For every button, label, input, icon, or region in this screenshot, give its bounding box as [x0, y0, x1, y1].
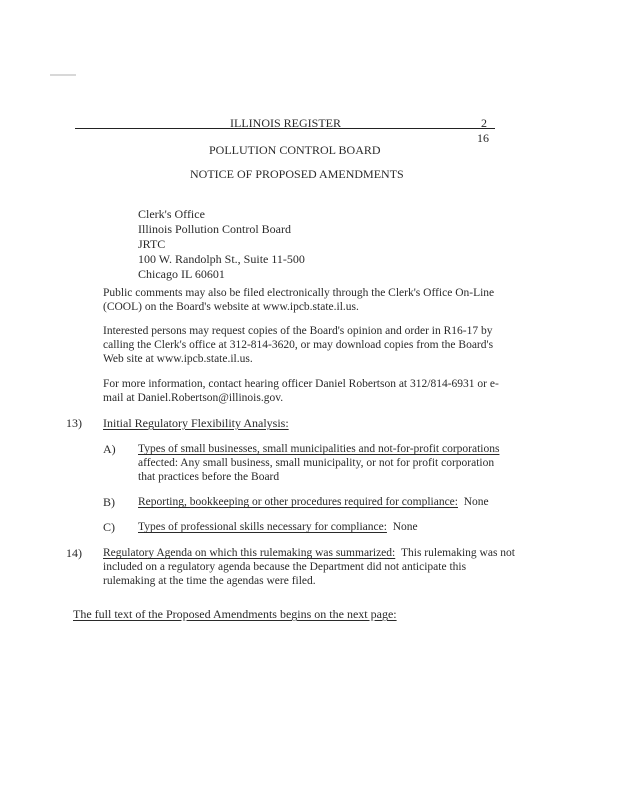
register-title: ILLINOIS REGISTER	[230, 116, 341, 130]
notice-title: NOTICE OF PROPOSED AMENDMENTS	[190, 167, 404, 181]
section-heading: Regulatory Agenda on which this rulemaking was summarized:	[103, 547, 396, 559]
item-value: None	[463, 496, 489, 508]
paragraph-line: Public comments may also be filed electronically through the Clerk's Office On-Line	[103, 287, 495, 299]
item-heading: Reporting, bookkeeping or other procedures required for compliance:	[138, 496, 458, 508]
item-label: A)	[103, 442, 116, 456]
section-line: included on a regulatory agenda because the Department did not anticipate this	[103, 561, 467, 573]
section-text: This rulemaking was not	[400, 547, 516, 559]
section-number: 13)	[66, 416, 82, 430]
item-heading: Types of small businesses, small municipalities and not-for-profit corporations	[138, 443, 500, 455]
item-text	[138, 520, 418, 534]
volume-number: 16	[477, 131, 489, 145]
address-line: Clerk's Office	[138, 207, 205, 221]
item-value: None	[392, 521, 418, 533]
paragraph-line: mail at Daniel.Robertson@illinois.gov.	[103, 392, 284, 404]
address-line: 100 W. Randolph St., Suite 11-500	[138, 252, 305, 266]
address-line: JRTC	[138, 237, 166, 251]
paragraph-line: Interested persons may request copies of the Board's opinion and order in R16-17 by	[103, 325, 493, 337]
address-line: Chicago IL 60601	[138, 267, 225, 281]
item-line: affected: Any small business, small municipality, or not for profit corporation	[138, 457, 495, 469]
item-line: that practices before the Board	[138, 471, 280, 483]
section-line: rulemaking at the time the agendas were filed.	[103, 575, 316, 587]
scan-mark	[50, 74, 76, 76]
header-rule	[75, 128, 495, 129]
paragraph-line: Web site at www.ipcb.state.il.us.	[103, 353, 253, 365]
item-label: B)	[103, 495, 115, 509]
paragraph-line: (COOL) on the Board's website at www.ipcb.state.il.us.	[103, 301, 359, 313]
section-first-line	[103, 546, 515, 560]
paragraph-line: For more information, contact hearing officer Daniel Robertson at 312/814-6931 or e-	[103, 378, 499, 390]
full-text-note: The full text of the Proposed Amendments begins on the next page:	[73, 607, 397, 621]
page-number: 2	[481, 116, 487, 130]
agency-title: POLLUTION CONTROL BOARD	[209, 143, 381, 157]
section-heading: Initial Regulatory Flexibility Analysis:	[103, 416, 289, 430]
item-text	[138, 495, 489, 509]
paragraph-line: calling the Clerk's office at 312-814-3620, or may download copies from the Board's	[103, 339, 494, 351]
item-heading: Types of professional skills necessary for compliance:	[138, 521, 387, 533]
item-label: C)	[103, 520, 115, 534]
address-line: Illinois Pollution Control Board	[138, 222, 292, 236]
section-number: 14)	[66, 546, 82, 560]
